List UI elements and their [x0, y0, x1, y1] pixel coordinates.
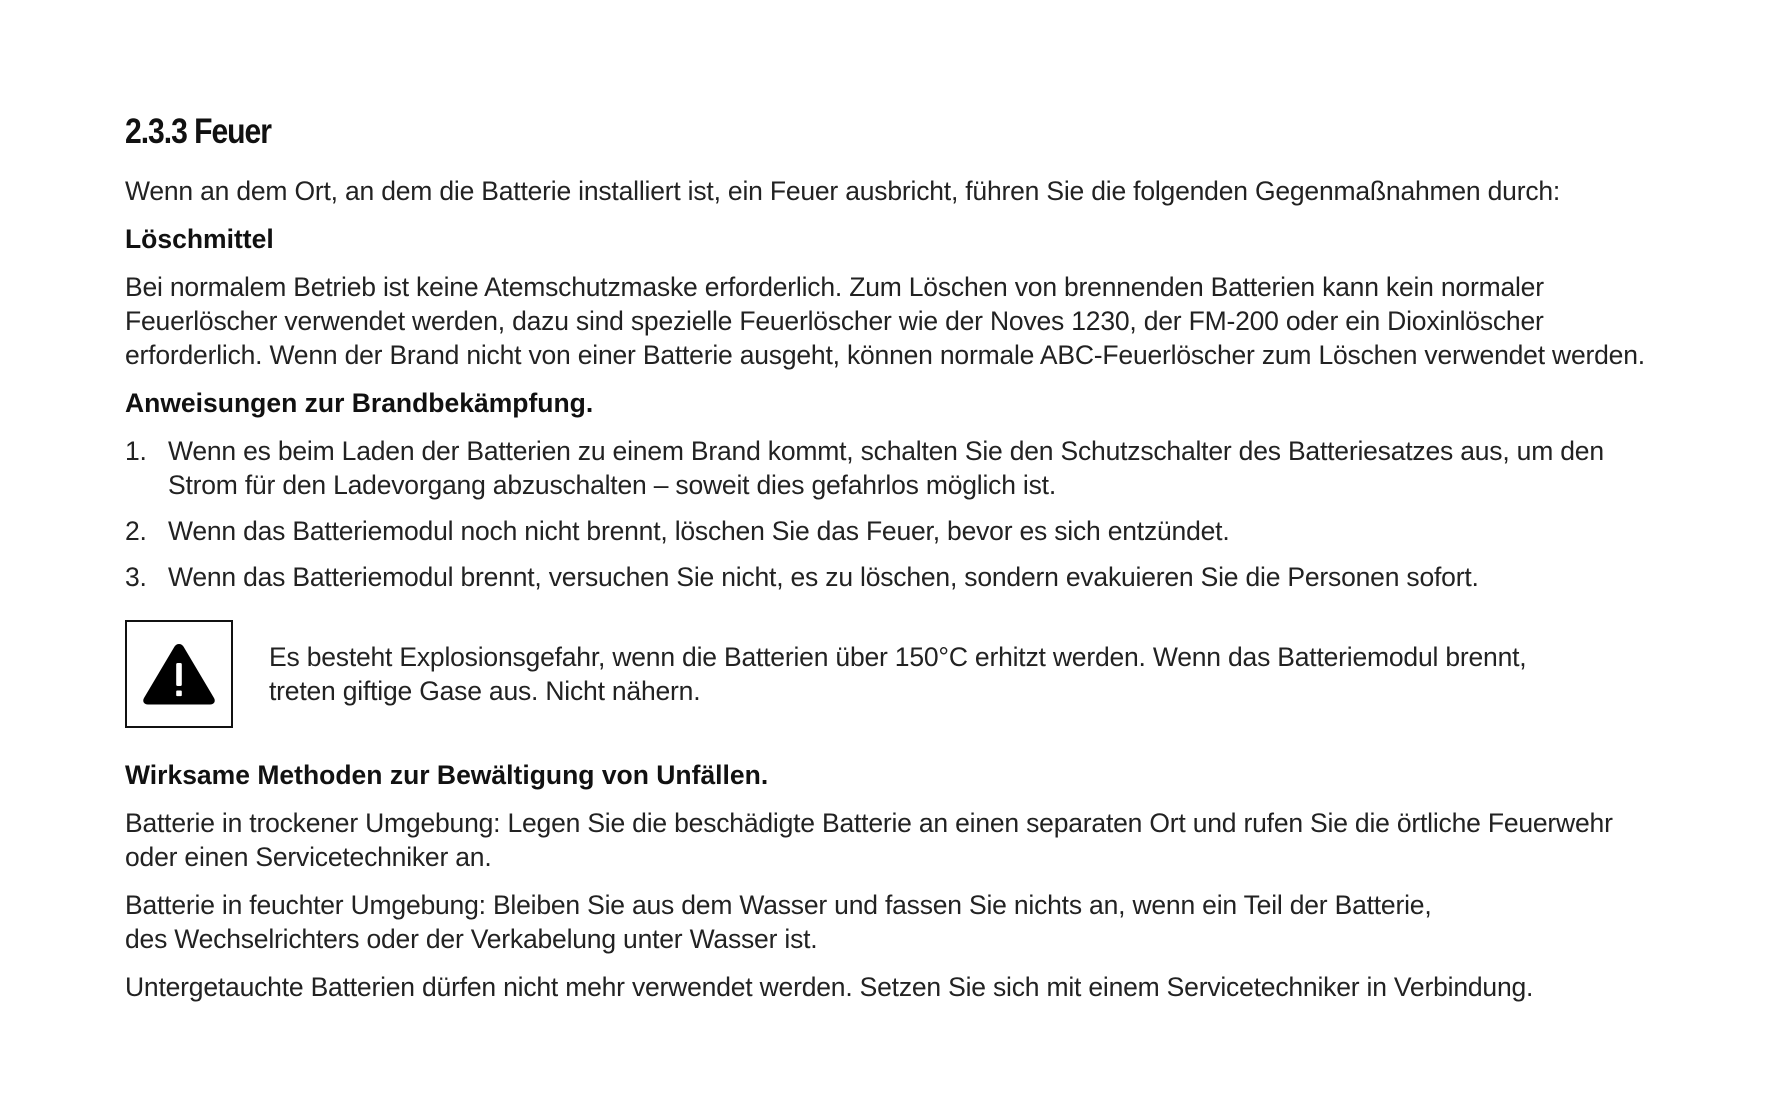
firefighting-heading: Anweisungen zur Brandbekämpfung. — [125, 388, 594, 418]
list-item — [125, 560, 1740, 594]
wet-line: des Wechselrichters oder der Verkabelung unter Wasser ist. — [125, 924, 818, 954]
dry-line: oder einen Servicetechniker an. — [125, 842, 492, 872]
step-text-line: Wenn das Batteriemodul brennt, versuchen Sie nicht, es zu löschen, sondern evakuieren Sie die Personen sofort. — [168, 562, 1479, 592]
extinguishing-line: Bei normalem Betrieb ist keine Atemschutzmaske erforderlich. Zum Löschen von brennenden Batterien kann kein normaler — [125, 272, 1544, 302]
step-number: 3. — [125, 562, 147, 592]
extinguishing-paragraph — [125, 270, 1740, 372]
extinguishing-heading: Löschmittel — [125, 224, 274, 254]
accidents-heading: Wirksame Methoden zur Bewältigung von Unfällen. — [125, 760, 769, 790]
dry-line: Batterie in trockener Umgebung: Legen Sie die beschädigte Batterie an einen separaten Ort und rufen Sie die örtliche Feuerwehr — [125, 808, 1613, 838]
submerged-paragraph: Untergetauchte Batterien dürfen nicht mehr verwendet werden. Setzen Sie sich mit einem Servicetechniker in Verbindung. — [125, 972, 1534, 1002]
extinguishing-line: Feuerlöscher verwendet werden, dazu sind spezielle Feuerlöscher wie der Noves 1230, der FM-200 oder ein Dioxinlöscher — [125, 306, 1544, 336]
extinguishing-line: erforderlich. Wenn der Brand nicht von einer Batterie ausgeht, können normale ABC-Feuerlöscher zum Löschen verwendet werden. — [125, 340, 1645, 370]
step-text-line: Strom für den Ladevorgang abzuschalten – soweit dies gefahrlos möglich ist. — [168, 470, 1056, 500]
step-number: 1. — [125, 436, 147, 466]
step-text-line: Wenn es beim Laden der Batterien zu einem Brand kommt, schalten Sie den Schutzschalter des Batteriesatzes aus, um den — [168, 436, 1604, 466]
warning-line: treten giftige Gase aus. Nicht nähern. — [269, 676, 701, 706]
section-title: 2.3.3 Feuer — [125, 112, 271, 151]
warning-line: Es besteht Explosionsgefahr, wenn die Batterien über 150°C erhitzt werden. Wenn das Batteriemodul brennt, — [269, 642, 1527, 672]
step-number: 2. — [125, 516, 147, 546]
list-item — [125, 514, 1740, 548]
intro-paragraph: Wenn an dem Ort, an dem die Batterie installiert ist, ein Feuer ausbricht, führen Sie die folgenden Gegenmaßnahmen durch: — [125, 176, 1561, 206]
list-item — [125, 434, 1740, 502]
wet-environment-paragraph — [125, 888, 1740, 956]
step-text-line: Wenn das Batteriemodul noch nicht brennt, löschen Sie das Feuer, bevor es sich entzündet. — [168, 516, 1230, 546]
wet-line: Batterie in feuchter Umgebung: Bleiben Sie aus dem Wasser und fassen Sie nichts an, wenn ein Teil der Batterie, — [125, 890, 1432, 920]
warning-triangle-icon — [141, 641, 217, 707]
warning-notice — [125, 620, 1740, 728]
firefighting-steps-list — [125, 434, 1740, 594]
warning-text — [269, 640, 1526, 708]
dry-environment-paragraph — [125, 806, 1740, 874]
warning-icon-box — [125, 620, 233, 728]
document-page — [125, 108, 1740, 1004]
